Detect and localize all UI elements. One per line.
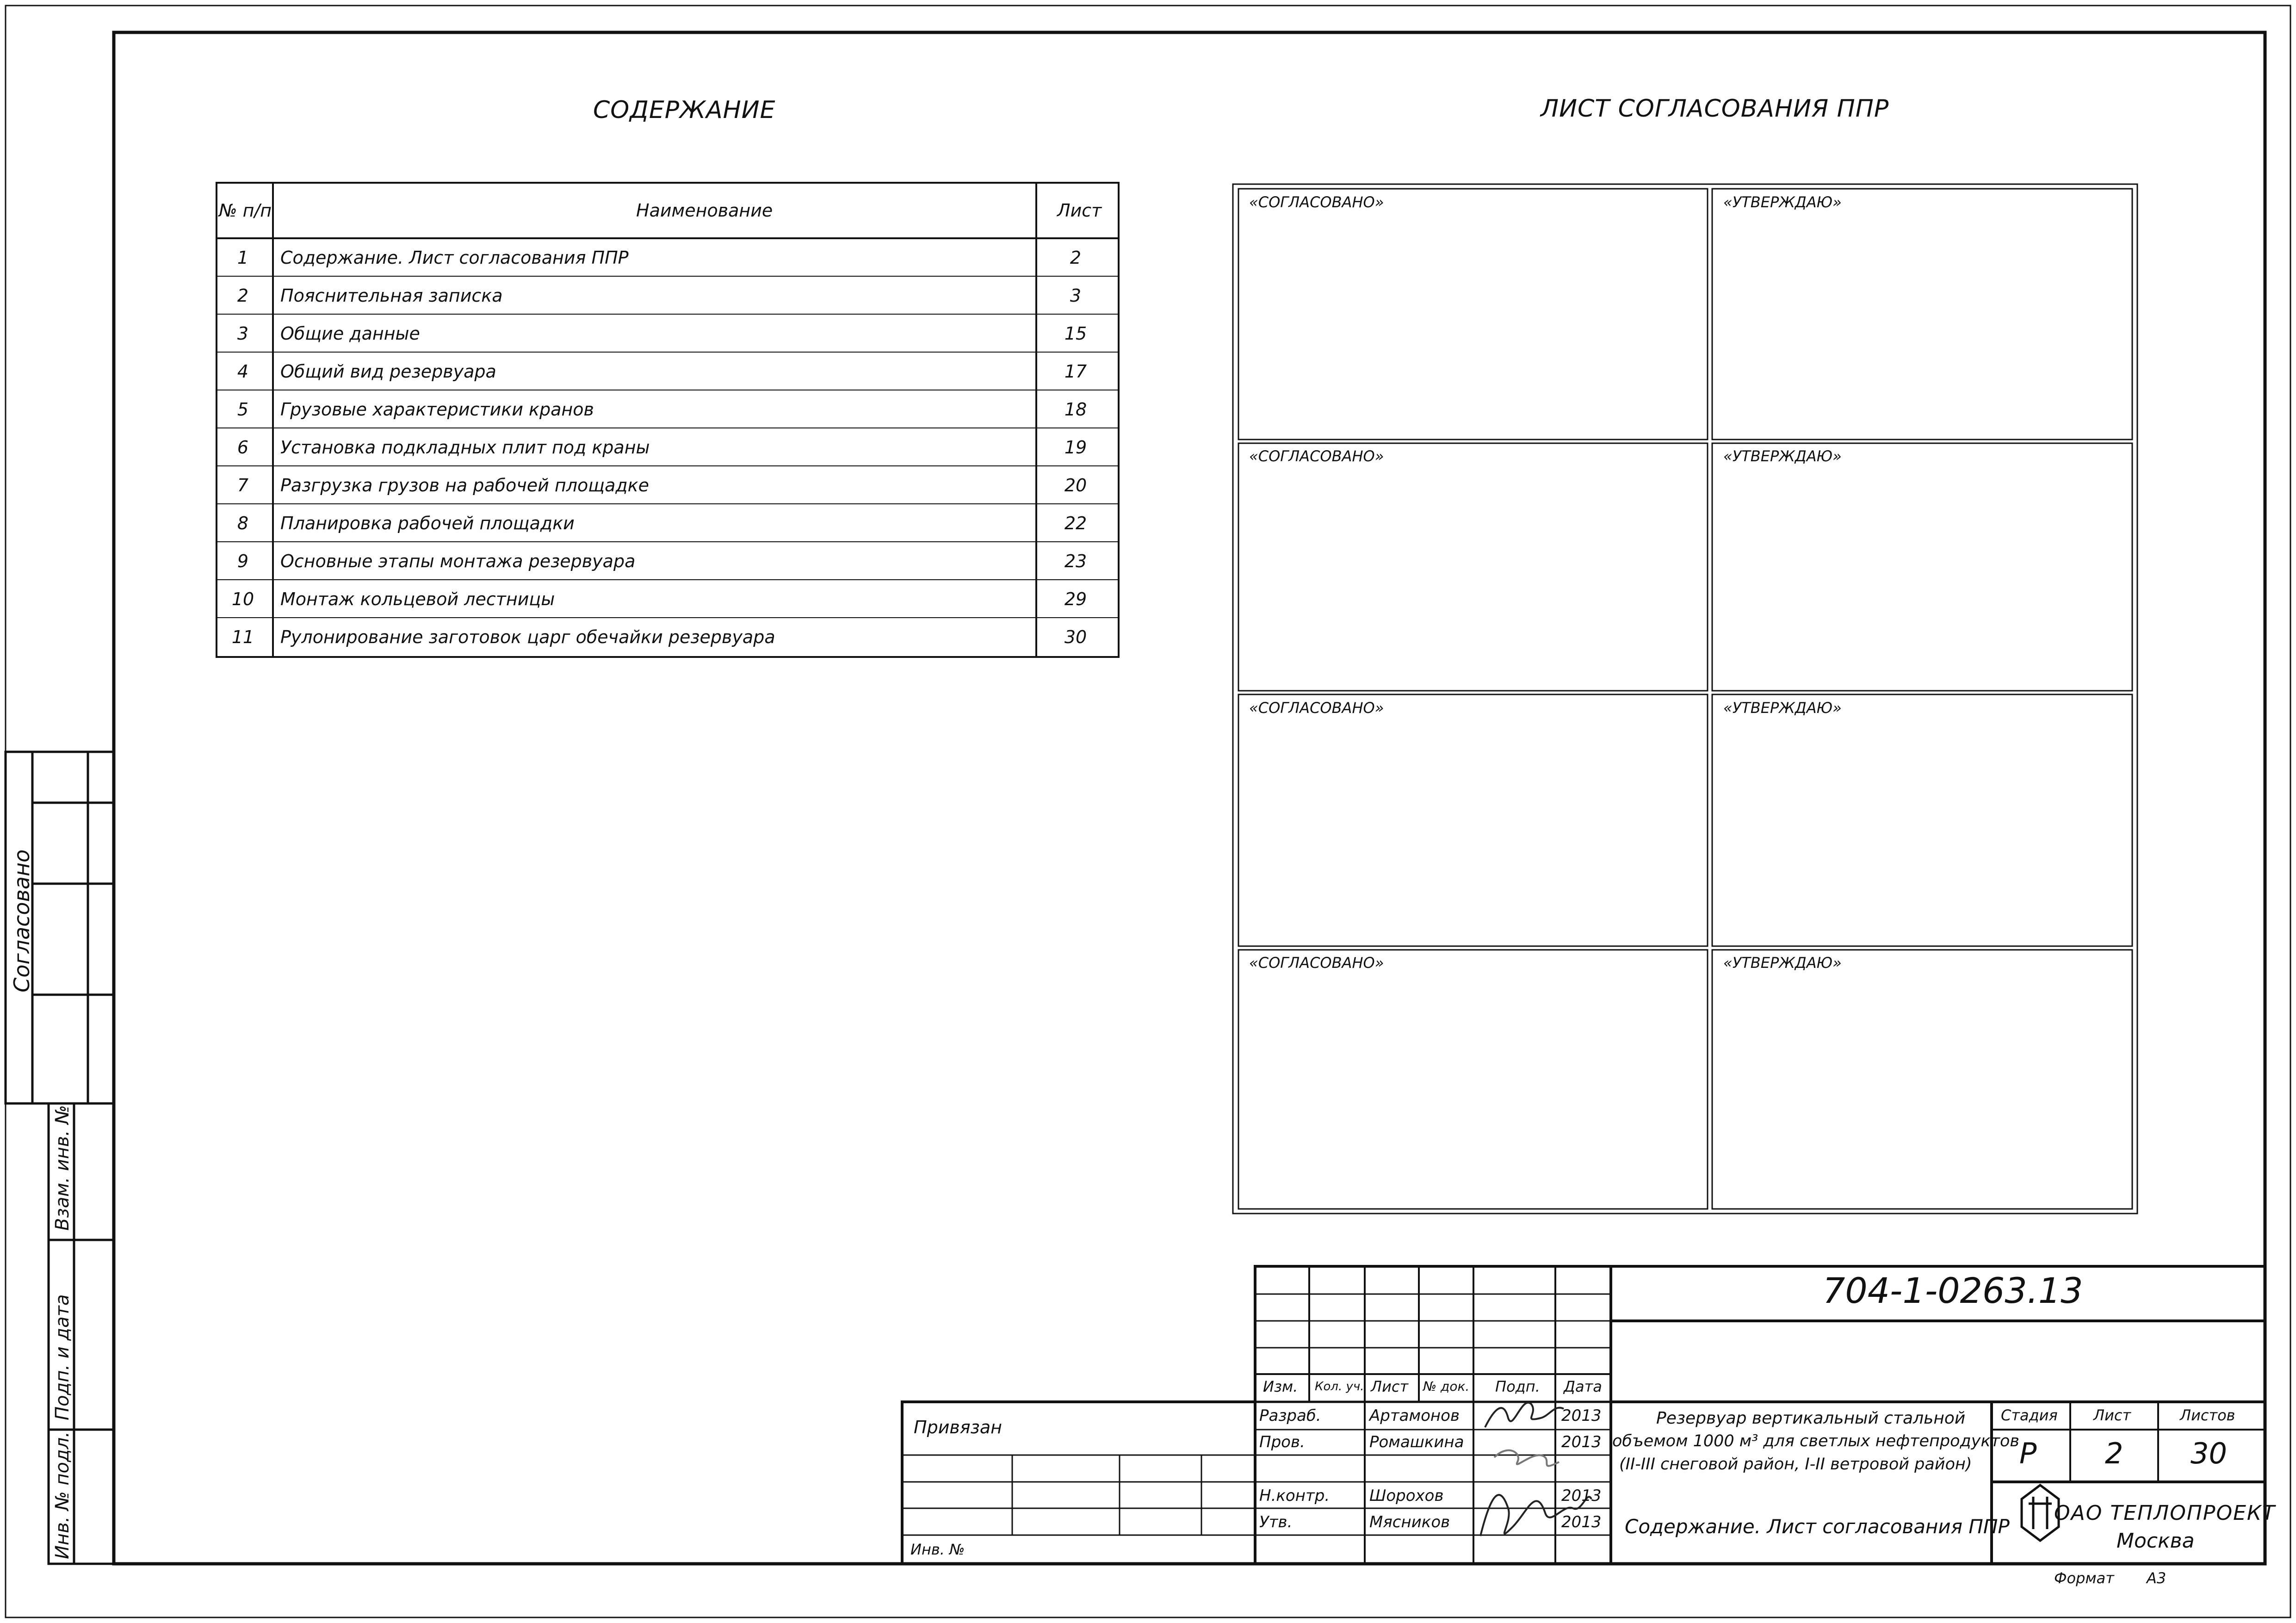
col-list-label: Лист <box>1371 1378 1409 1395</box>
person-role: Н.контр. <box>1259 1487 1330 1505</box>
col-kol-label: Кол. уч. <box>1315 1380 1364 1394</box>
side-agreed-label: Согласовано <box>9 849 34 992</box>
person-name: Артамонов <box>1369 1406 1460 1425</box>
contents-row-sheet: 2 <box>1070 248 1082 268</box>
contents-row-num: 3 <box>237 323 249 344</box>
approval-label-approve: «УТВЕРЖДАЮ» <box>1723 193 1842 211</box>
lists-value: 30 <box>2191 1437 2227 1470</box>
contents-row-sheet: 29 <box>1064 589 1087 609</box>
contents-row-sheet: 20 <box>1064 475 1087 496</box>
sheet-title: Содержание. Лист согласования ППР <box>1625 1515 2010 1538</box>
contents-header-num: № п/п <box>219 200 272 221</box>
approval-label-agreed: «СОГЛАСОВАНО» <box>1249 447 1384 465</box>
contents-row-num: 8 <box>237 513 249 533</box>
contents-row-name: Установка подкладных плит под краны <box>280 437 650 458</box>
list-value: 2 <box>2105 1437 2123 1470</box>
desc-line-1: Резервуар вертикальный стальной <box>1656 1409 1966 1428</box>
contents-row-sheet: 3 <box>1070 285 1082 306</box>
contents-row-name: Пояснительная записка <box>280 285 503 306</box>
contents-row-num: 9 <box>237 551 249 571</box>
desc-line-2: объемом 1000 м³ для светлых нефтепродуктов <box>1612 1432 2020 1450</box>
contents-row-sheet: 23 <box>1064 551 1087 571</box>
contents-row-name: Содержание. Лист согласования ППР <box>280 248 629 268</box>
side-podp-label: Подп. и дата <box>52 1294 73 1420</box>
inv-no-label: Инв. № <box>910 1541 965 1558</box>
approval-label-agreed: «СОГЛАСОВАНО» <box>1249 193 1384 211</box>
person-name: Мясников <box>1369 1513 1450 1531</box>
col-date-label: Дата <box>1564 1378 1602 1395</box>
contents-row-name: Монтаж кольцевой лестницы <box>280 589 555 609</box>
person-name: Ромашкина <box>1369 1433 1464 1451</box>
contents-row-sheet: 22 <box>1064 513 1087 533</box>
contents-row-name: Основные этапы монтажа резервуара <box>280 551 636 571</box>
approval-label-approve: «УТВЕРЖДАЮ» <box>1723 447 1842 465</box>
person-date: 2013 <box>1561 1433 1602 1451</box>
stage-value: Р <box>2019 1437 2037 1470</box>
contents-row-num: 5 <box>237 399 249 420</box>
contents-row-num: 2 <box>237 285 249 306</box>
contents-row-name: Общие данные <box>280 323 420 344</box>
signature-romashkina <box>1494 1450 1559 1466</box>
contents-row-name: Общий вид резервуара <box>280 361 496 382</box>
contents-header-name: Наименование <box>636 200 773 221</box>
col-podp-label: Подп. <box>1495 1378 1540 1395</box>
format-label: Формат <box>2054 1569 2114 1587</box>
stage-label: Стадия <box>2001 1406 2058 1424</box>
approval-label-approve: «УТВЕРЖДАЮ» <box>1723 699 1842 717</box>
contents-row-sheet: 17 <box>1064 361 1087 382</box>
lists-label: Листов <box>2180 1406 2235 1424</box>
approval-label-agreed: «СОГЛАСОВАНО» <box>1249 699 1384 717</box>
contents-row-sheet: 18 <box>1064 399 1087 420</box>
contents-row-sheet: 19 <box>1064 437 1087 458</box>
col-doc-label: № док. <box>1423 1379 1470 1394</box>
privyazan-label: Привязан <box>914 1417 1002 1437</box>
contents-row-num: 4 <box>237 361 249 382</box>
contents-row-num: 6 <box>237 437 249 458</box>
person-date: 2013 <box>1561 1487 1602 1505</box>
contents-row-num: 11 <box>231 627 254 647</box>
side-inv-label: Инв. № подл. <box>52 1431 73 1559</box>
approval-label-approve: «УТВЕРЖДАЮ» <box>1723 954 1842 972</box>
org-city: Москва <box>2117 1529 2195 1553</box>
contents-row-num: 1 <box>237 248 249 268</box>
document-code: 704-1-0263.13 <box>1823 1270 2083 1311</box>
contents-title: СОДЕРЖАНИЕ <box>593 96 776 124</box>
contents-row-name: Грузовые характеристики кранов <box>280 399 594 420</box>
person-role: Утв. <box>1259 1513 1293 1531</box>
approval-title: ЛИСТ СОГЛАСОВАНИЯ ППР <box>1541 95 1889 123</box>
org-logo-icon <box>2022 1485 2059 1541</box>
contents-row-sheet: 30 <box>1064 627 1087 647</box>
contents-row-sheet: 15 <box>1064 323 1087 344</box>
contents-header-sheet: Лист <box>1057 200 1102 221</box>
contents-row-name: Разгрузка грузов на рабочей площадке <box>280 475 649 496</box>
person-role: Пров. <box>1259 1433 1305 1451</box>
desc-line-3: (II-III снеговой район, I-II ветровой район) <box>1619 1455 1972 1474</box>
person-date: 2013 <box>1561 1513 1602 1531</box>
list-label: Лист <box>2093 1406 2131 1424</box>
contents-row-num: 7 <box>237 475 249 496</box>
contents-row-name: Планировка рабочей площадки <box>280 513 575 533</box>
org-name: ОАО ТЕПЛОПРОЕКТ <box>2054 1501 2276 1525</box>
format-value: А3 <box>2147 1569 2166 1587</box>
col-izm-label: Изм. <box>1263 1378 1298 1395</box>
approval-label-agreed: «СОГЛАСОВАНО» <box>1249 954 1384 972</box>
person-role: Разраб. <box>1259 1406 1321 1425</box>
contents-row-num: 10 <box>231 589 254 609</box>
side-vzam-label: Взам. инв. № <box>52 1105 73 1231</box>
contents-row-name: Рулонирование заготовок царг обечайки резервуара <box>280 627 775 647</box>
person-name: Шорохов <box>1369 1487 1444 1505</box>
person-date: 2013 <box>1561 1406 1602 1425</box>
signature-artamonov <box>1485 1403 1564 1427</box>
